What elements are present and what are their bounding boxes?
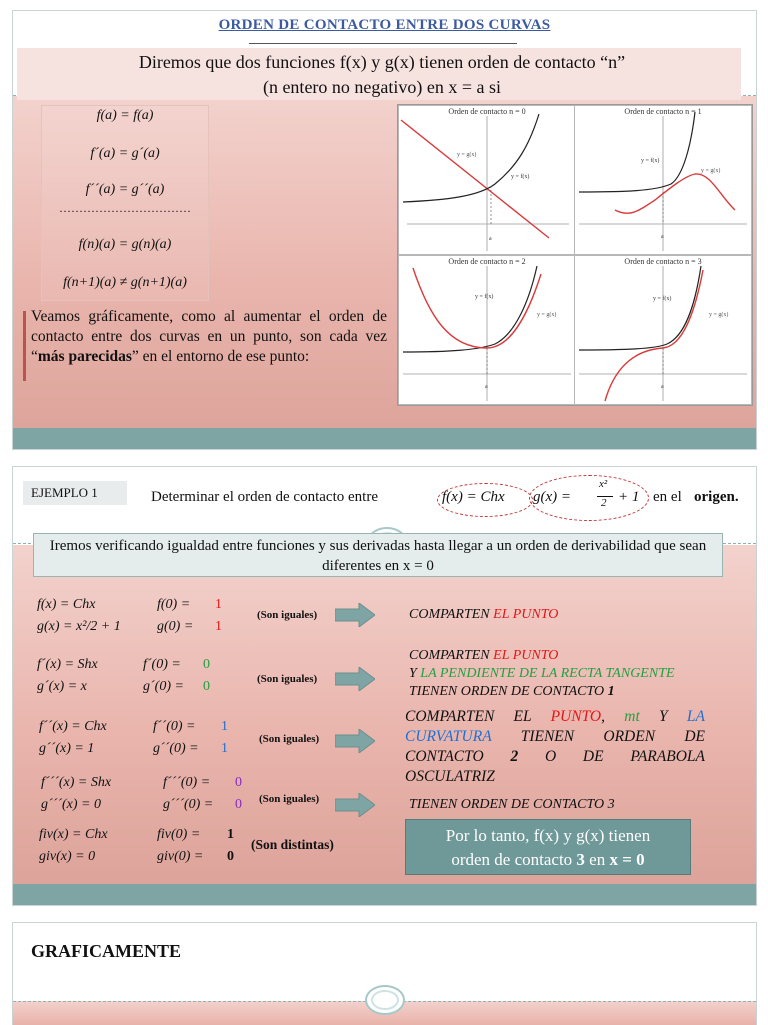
row-0-g-val: 1 (215, 619, 222, 634)
label-f: y = f(x) (653, 296, 672, 302)
paragraph-bold: más parecidas (37, 348, 132, 365)
label-g: y = g(x) (457, 152, 477, 158)
condition-ellipsis: …………………………… (59, 201, 191, 215)
graph-n3 (574, 255, 752, 405)
condition-2: f´´(a) = g´´(a) (85, 182, 165, 197)
g-def-post: + 1 (618, 489, 640, 505)
row-0-f-expr: f(x) = Chx (37, 597, 96, 612)
condition-0: f(a) = f(a) (96, 108, 154, 123)
condition-n-plus-1: f(n+1)(a) ≠ g(n+1)(a) (63, 275, 187, 290)
row-3-f-val: 0 (235, 775, 242, 790)
slide-graficamente (12, 922, 757, 1025)
f-definition-oval (437, 483, 533, 517)
label-f: y = f(x) (641, 158, 660, 164)
row-0-status: (Son iguales) (257, 609, 318, 621)
row-2-f-val: 1 (221, 719, 228, 734)
verdict-2-b: PUNTO (550, 708, 602, 725)
slide-orden-contacto (12, 10, 757, 450)
row-1-formulas (37, 655, 237, 699)
graph-n2 (398, 255, 576, 405)
row-2-g-expr: g´´(x) = 1 (39, 741, 95, 756)
label-f: y = f(x) (475, 294, 494, 300)
row-1-f-val-lbl: f´(0) = (143, 657, 181, 672)
title-underline (249, 43, 517, 44)
g-def-num: x² (599, 478, 608, 490)
graph-n2-plot (399, 256, 575, 404)
verdict-3 (409, 795, 615, 815)
row-4-f-val-lbl: fiv(0) = (157, 827, 201, 842)
label-a: a (661, 384, 664, 390)
f-definition: f(x) = Chx (442, 489, 505, 505)
row-3-g-expr: g´´´(x) = 0 (41, 797, 101, 812)
verdict-1-line-2 (409, 665, 749, 683)
row-0-formulas (37, 595, 237, 639)
row-4-status: (Son distintas) (251, 837, 334, 852)
verdict-2-i: O DE PARABOLA OSCULATRIZ (405, 748, 705, 785)
g-definition-oval (529, 475, 649, 521)
verdict-0-a: COMPARTEN (409, 607, 494, 622)
g-def-den: 2 (601, 497, 607, 509)
conclusion-3: 3 (576, 850, 585, 869)
conclusion-line-1: Por lo tanto, f(x) y g(x) tienen (445, 826, 651, 845)
graph-title: Orden de contacto n = 0 (448, 107, 526, 116)
row-4-f-expr: fiv(x) = Chx (39, 827, 108, 842)
graph-title: Orden de contacto n = 1 (624, 107, 702, 116)
label-f: y = f(x) (511, 174, 530, 180)
row-3-g-val: 0 (235, 797, 242, 812)
row-3-f-val-lbl: f´´´(0) = (163, 775, 211, 790)
verdict-2 (405, 707, 705, 787)
row-1-g-expr: g´(x) = x (37, 679, 87, 694)
slide-footer-bar (13, 428, 756, 449)
verdict-1-f: 1 (607, 684, 615, 699)
slide-footer-bar (13, 884, 756, 905)
row-3-status: (Son iguales) (259, 793, 320, 805)
verdict-0-b: EL PUNTO (493, 607, 559, 622)
slide-ejemplo-1 (12, 466, 757, 906)
conclusion-4: en (584, 850, 610, 869)
conclusion-box (405, 819, 691, 875)
row-4-g-expr: giv(x) = 0 (39, 849, 96, 864)
label-g: y = g(x) (709, 312, 729, 318)
verdict-0 (409, 605, 558, 625)
prompt-pre: Determinar el orden de contacto entre (151, 489, 378, 505)
row-3-f-expr: f´´´(x) = Shx (41, 775, 112, 790)
verdict-1-line-3 (409, 683, 749, 701)
curve-f (579, 266, 701, 350)
section-heading: GRAFICAMENTE (31, 941, 182, 961)
graphs-grid (397, 104, 753, 406)
example-label: EJEMPLO 1 (23, 481, 127, 505)
row-4-f-val: 1 (227, 827, 234, 842)
row-3-arrow-icon (335, 793, 375, 817)
intro-line-1: Diremos que dos funciones f(x) y g(x) tienen orden de contacto “n” (138, 52, 626, 72)
verdict-1-d: LA PENDIENTE DE LA RECTA TANGENTE (420, 666, 675, 681)
info-box: Iremos verificando igualdad entre funciones y sus derivadas hasta llegar a un orden de derivabilidad que sean diferentes en x = 0 (33, 533, 723, 577)
verdict-1-a: COMPARTEN (409, 648, 494, 663)
row-2-g-val: 1 (221, 741, 228, 756)
row-1-f-val: 0 (203, 657, 210, 672)
row-4-formulas (37, 825, 257, 869)
row-0-f-val-lbl: f(0) = (157, 597, 191, 612)
graph-n3-plot (575, 256, 751, 404)
graph-title: Orden de contacto n = 3 (624, 257, 702, 266)
row-4-g-val: 0 (227, 849, 234, 864)
row-1-g-val: 0 (203, 679, 210, 694)
verdict-2-c: , (601, 708, 625, 725)
row-2-f-expr: f´´(x) = Chx (39, 719, 107, 734)
row-3-formulas (37, 773, 257, 817)
label-g: y = g(x) (701, 168, 721, 174)
g-def-pre: g(x) = (533, 489, 572, 505)
label-g: y = g(x) (537, 312, 557, 318)
divider-ornament (365, 985, 405, 1015)
row-1-g-val-lbl: g´(0) = (143, 679, 184, 694)
paragraph-accent-bar (23, 311, 26, 381)
example-prompt (151, 479, 751, 523)
verdict-3-a: TIENEN ORDEN DE CONTACTO (409, 797, 608, 812)
verdict-2-e: Y (639, 708, 687, 725)
curve-f (403, 266, 537, 352)
prompt-mid: en el (653, 489, 682, 505)
verdict-1 (409, 647, 749, 701)
verdict-3-b: 3 (607, 797, 615, 812)
curve-f (579, 112, 695, 192)
graph-n1 (574, 105, 752, 255)
conclusion-line-2 (406, 848, 690, 872)
row-0-g-val-lbl: g(0) = (157, 619, 194, 634)
row-1-arrow-icon (335, 667, 375, 691)
curve-f (403, 114, 539, 202)
conclusion-5: x = 0 (609, 850, 645, 869)
row-2-g-val-lbl: g´´(0) = (153, 741, 199, 756)
row-0-arrow-icon (335, 603, 375, 627)
row-3-g-val-lbl: g´´´(0) = (163, 797, 214, 812)
slide-title: ORDEN DE CONTACTO ENTRE DOS CURVAS (218, 17, 551, 33)
row-1-status: (Son iguales) (257, 673, 318, 685)
condition-1: f´(a) = g´(a) (90, 146, 160, 161)
condition-n: f(n)(a) = g(n)(a) (78, 237, 172, 252)
curve-g (605, 270, 703, 401)
curve-g (413, 268, 541, 348)
verdict-1-line-1 (409, 647, 749, 665)
verdict-1-c: Y (409, 666, 421, 681)
prompt-bold: origen. (694, 489, 739, 505)
row-4-g-val-lbl: giv(0) = (157, 849, 204, 864)
row-2-formulas (37, 717, 247, 761)
graph-n1-plot (575, 106, 751, 254)
verdict-2-f: LA CURVATURA (405, 708, 706, 745)
row-1-f-expr: f´(x) = Shx (37, 657, 98, 672)
verdict-2-h: 2 (510, 748, 519, 765)
graph-n0-plot (399, 106, 575, 254)
row-2-status: (Son iguales) (259, 733, 320, 745)
row-2-arrow-icon (335, 729, 375, 753)
label-a: a (489, 236, 492, 242)
paragraph-part-1: Veamos gráficamente, como al aumentar el orden de contacto entre dos curvas en un punto, son cada vez “ (31, 308, 387, 365)
verdict-1-b: EL PUNTO (493, 648, 559, 663)
label-a: a (485, 384, 488, 390)
verdict-2-a: COMPARTEN EL (405, 708, 551, 725)
graph-title: Orden de contacto n = 2 (448, 257, 526, 266)
row-2-f-val-lbl: f´´(0) = (153, 719, 196, 734)
verdict-1-e: TIENEN ORDEN DE CONTACTO (409, 684, 608, 699)
verdict-2-d: mt (624, 708, 640, 725)
intro-line-2: (n entero no negativo) en x = a si (262, 77, 502, 97)
graph-n0 (398, 105, 576, 255)
verdict-2-g: TIENEN ORDEN DE CONTACTO (405, 728, 705, 765)
label-a: a (661, 234, 664, 240)
explanation-paragraph (31, 307, 387, 367)
row-0-g-expr: g(x) = x²/2 + 1 (37, 619, 121, 634)
row-0-f-val: 1 (215, 597, 222, 612)
conclusion-2: orden de contacto (451, 850, 577, 869)
paragraph-part-2: ” en el entorno de ese punto: (131, 348, 310, 365)
